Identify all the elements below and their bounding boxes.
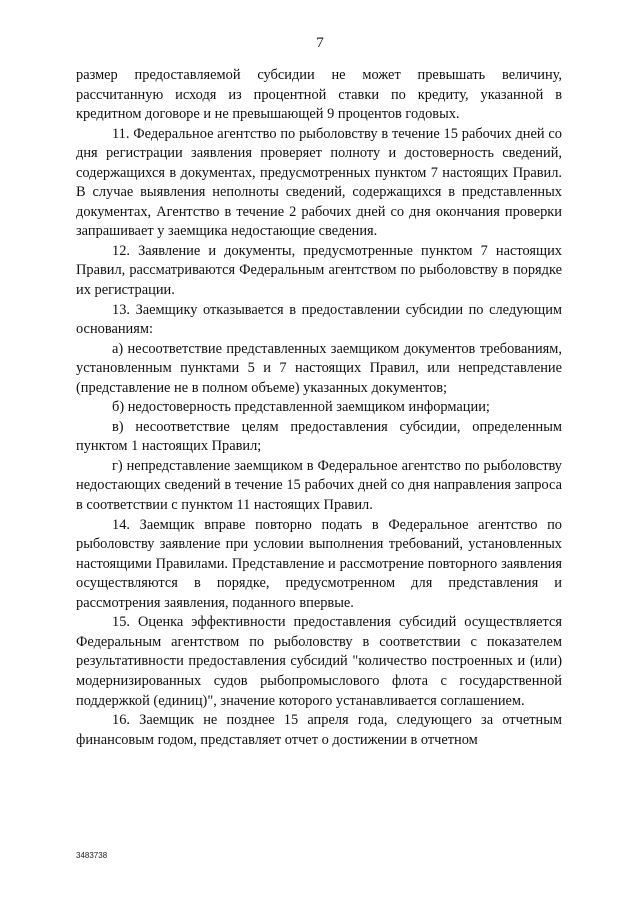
paragraph-13-a: а) несоответствие представленных заемщиком документов требованиям, установленным пунктами 5 и 7 настоящих Правил, или непредставление (представление не в полном объеме) указанных документов; — [76, 340, 562, 396]
paragraph-13-b: б) недостоверность представленной заемщиком информации; — [112, 399, 490, 416]
paragraph-continuation: размер предоставляемой субсидии не может превышать величину, рассчитанную исходя из процентной ставки по кредиту, указанной в кредитном договоре и не превышающей 9 процентов годовых. — [76, 67, 562, 123]
paragraph-13-g: г) непредставление заемщиком в Федеральное агентство по рыболовству недостающих сведений в течение 15 рабочих дней со дня направления запроса в соответствии с пунктом 11 настоящих Правил. — [76, 457, 562, 514]
paragraph-16: 16. Заемщик не позднее 15 апреля года, следующего за отчетным финансовым годом, представляет отчет о достижении в отчетном — [76, 712, 562, 748]
document-body — [76, 66, 562, 750]
page-number: 7 — [316, 35, 324, 51]
paragraph-15: 15. Оценка эффективности предоставления субсидий осуществляется Федеральным агентством по рыболовству в соответствии с показателем результативности предоставления субсидий "количество построенных и (или) модернизированных судов рыбопромыслового флота с государственной поддержкой (единиц)", значение которого устанавливается соглашением. — [76, 614, 562, 709]
document-id: 3483738 — [76, 851, 108, 860]
paragraph-11: 11. Федеральное агентство по рыболовству в течение 15 рабочих дней со дня регистрации заявления проверяет полноту и достоверность сведений, содержащихся в документах, предусмотренных пунктом 7 настоящих Правил. В случае выявления неполноты сведений, содержащихся в представленных документах, Агентство в течение 2 рабочих дней со дня окончания проверки запрашивает у заемщика недостающие сведения. — [76, 125, 562, 240]
paragraph-13: 13. Заемщику отказывается в предоставлении субсидии по следующим основаниям: — [76, 301, 562, 338]
paragraph-13-v: в) несоответствие целям предоставления субсидии, определенным пунктом 1 настоящих Правил; — [76, 418, 562, 455]
paragraph-12: 12. Заявление и документы, предусмотренные пунктом 7 настоящих Правил, рассматриваются Федеральным агентством по рыболовству в порядке их регистрации. — [76, 242, 562, 299]
paragraph-14: 14. Заемщик вправе повторно подать в Федеральное агентство по рыболовству заявление при условии выполнения требований, установленных настоящими Правилами. Представление и рассмотрение повторного заявления осуществляются в порядке, предусмотренном для представления и рассмотрения заявления, поданного впервые. — [76, 516, 562, 611]
